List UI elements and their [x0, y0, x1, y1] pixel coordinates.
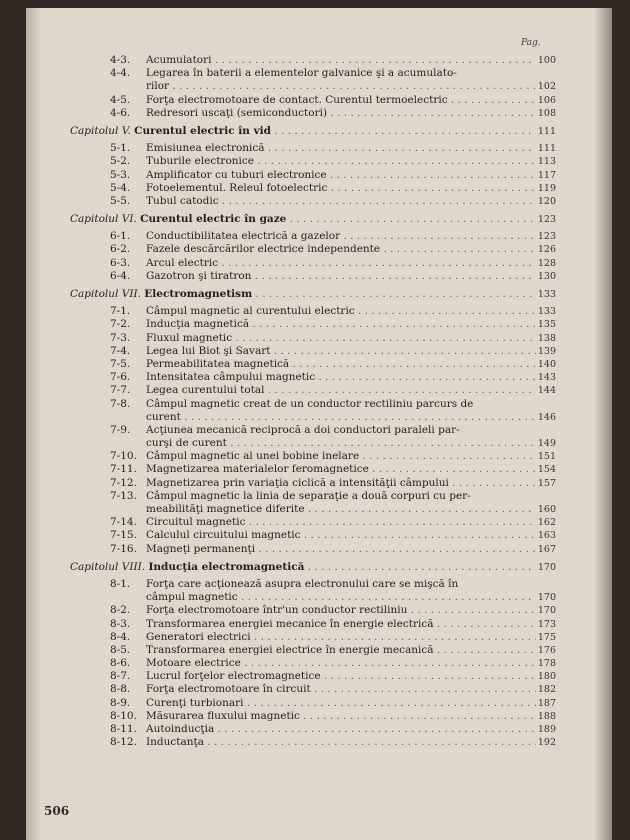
section-number: 4-6.	[110, 106, 131, 119]
section-number: 5-4.	[110, 181, 131, 194]
page-number: 506	[44, 804, 70, 818]
section-number: 8-12.	[110, 736, 137, 749]
section-number: 8-8.	[110, 683, 131, 696]
section-number: 7-6.	[110, 371, 131, 384]
section-number: 5-5.	[110, 194, 131, 207]
toc-entry	[70, 631, 556, 644]
section-number: 8-3.	[110, 617, 131, 630]
section-number: 5-3.	[110, 168, 131, 181]
toc-entry	[70, 243, 556, 256]
section-title: Gazotron şi tiratron . . .	[146, 270, 536, 283]
section-page-number: 123	[537, 214, 556, 226]
section-page-number: 111	[537, 125, 556, 137]
toc-entry-continuation	[70, 437, 556, 450]
section-page-number: 182	[537, 684, 556, 696]
toc-entry	[70, 230, 556, 243]
section-number: 7-2.	[110, 318, 131, 331]
toc-entry	[70, 169, 556, 182]
section-page-number: 106	[537, 94, 556, 106]
section-title: Conductibilitatea electrică a gazelor . . .	[146, 230, 536, 243]
section-page-number: 173	[537, 618, 556, 630]
toc-entry	[70, 257, 556, 270]
section-number: 7-13.	[110, 489, 137, 502]
section-page-number: 120	[537, 195, 556, 207]
section-page-number: 180	[537, 671, 556, 683]
section-number: 5-1.	[110, 142, 131, 155]
section-title: Inductanţa . . .	[146, 736, 536, 749]
section-title: Câmpul magnetic creat de un conductor rectiliniu parcurs de	[146, 397, 474, 410]
page-column-header: Pag.	[521, 38, 541, 48]
section-page-number: 176	[537, 644, 556, 656]
toc-entry	[70, 332, 556, 345]
section-title: meabilităţi magnetice diferite . . .	[146, 503, 536, 516]
section-title: Intensitatea câmpului magnetic . . .	[146, 371, 536, 384]
section-page-number: 151	[537, 451, 556, 463]
section-page-number: 188	[537, 710, 556, 722]
toc-entry	[70, 318, 556, 331]
section-page-number: 108	[537, 107, 556, 119]
toc-entry	[70, 358, 556, 371]
chapter-title: Inducţia electromagnetică	[148, 560, 305, 573]
toc-entry	[70, 736, 556, 749]
section-number: 7-4.	[110, 344, 131, 357]
section-page-number: 170	[537, 605, 556, 617]
section-number: 7-16.	[110, 542, 137, 555]
section-title: Emisiunea electronică . . .	[146, 142, 536, 155]
table-of-contents	[70, 54, 556, 749]
section-number: 4-4.	[110, 67, 131, 80]
section-page-number: 144	[537, 385, 556, 397]
section-title: Transformarea energiei electrice în energie mecanică . . .	[146, 644, 536, 657]
section-title: Lucrul forţelor electromagnetice . . .	[146, 670, 536, 683]
toc-entry	[70, 384, 556, 397]
section-page-number: 117	[537, 169, 556, 181]
section-number: 7-9.	[110, 423, 131, 436]
section-title: Transformarea energiei mecanice în energie electrică . . .	[146, 618, 536, 631]
section-title: Fluxul magnetic . . .	[146, 332, 536, 345]
section-page-number: 154	[537, 464, 556, 476]
toc-entry	[70, 604, 556, 617]
section-page-number: 178	[537, 658, 556, 670]
section-page-number: 140	[537, 358, 556, 370]
section-page-number: 123	[537, 231, 556, 243]
section-number: 6-3.	[110, 256, 131, 269]
toc-entry	[70, 463, 556, 476]
section-title: Generatori electrici . . .	[146, 631, 536, 644]
section-number: 8-5.	[110, 643, 131, 656]
section-number: 8-9.	[110, 696, 131, 709]
section-title: Acţiunea mecanică reciprocă a doi conductori paraleli par-	[146, 423, 460, 436]
chapter-heading	[70, 213, 556, 226]
toc-entry	[70, 182, 556, 195]
section-title: Tubul catodic . . .	[146, 195, 536, 208]
section-page-number: 102	[537, 81, 556, 93]
chapter-heading	[70, 288, 556, 301]
section-page-number: 139	[537, 345, 556, 357]
section-title: Curenţi turbionari . . .	[146, 697, 536, 710]
toc-entry-continuation	[70, 503, 556, 516]
toc-entry	[70, 644, 556, 657]
toc-entry-continuation	[70, 411, 556, 424]
toc-entry	[70, 697, 556, 710]
section-page-number: 170	[537, 561, 556, 573]
section-title: câmpul magnetic . . .	[146, 591, 536, 604]
toc-entry	[70, 142, 556, 155]
section-page-number: 138	[537, 332, 556, 344]
toc-entry	[70, 477, 556, 490]
chapter-label: Capitolul VI.	[70, 213, 137, 226]
section-page-number: 111	[537, 143, 556, 155]
section-title: Magnetizarea materialelor feromagnetice . . .	[146, 463, 536, 476]
toc-entry	[70, 543, 556, 556]
section-title: Câmpul magnetic al unei bobine inelare . . .	[146, 450, 536, 463]
chapter-label: Capitolul VIII.	[70, 560, 146, 573]
section-title: Motoare electrice . . .	[146, 657, 536, 670]
section-page-number: 192	[537, 737, 556, 749]
section-title: Legea lui Biot şi Savart . . .	[146, 345, 536, 358]
section-number: 7-15.	[110, 529, 137, 542]
section-title: Măsurarea fluxului magnetic . . .	[146, 710, 536, 723]
section-title: Forţa electromotoare în circuit . . .	[146, 683, 536, 696]
section-page-number: 170	[537, 592, 556, 604]
chapter-heading	[70, 561, 556, 574]
section-number: 6-4.	[110, 269, 131, 282]
section-number: 8-1.	[110, 577, 131, 590]
section-number: 8-11.	[110, 723, 137, 735]
section-title: curşi de curent . . .	[146, 437, 536, 450]
section-title: curent . . .	[146, 411, 536, 424]
section-page-number: 160	[537, 504, 556, 515]
section-title: Autoinducţia . . .	[146, 723, 536, 736]
section-page-number: 163	[537, 530, 556, 542]
section-page-number: 100	[537, 55, 556, 66]
section-page-number: 133	[537, 306, 556, 318]
section-number: 8-4.	[110, 630, 131, 643]
toc-entry	[70, 516, 556, 529]
toc-entry	[70, 424, 556, 437]
section-number: 7-7.	[110, 384, 131, 397]
toc-entry	[70, 683, 556, 696]
section-title: Câmpul magnetic la linia de separaţie a două corpuri cu per-	[146, 489, 471, 502]
section-title: Permeabilitatea magnetică . . .	[146, 358, 536, 371]
section-title: Magnetizarea prin variaţia ciclică a intensităţii câmpului . . .	[146, 477, 536, 490]
section-number: 7-14.	[110, 516, 137, 529]
section-title: Redresori uscaţi (semiconductori) . . .	[146, 107, 536, 120]
section-page-number: 113	[537, 156, 556, 168]
section-page-number: 133	[537, 289, 556, 300]
section-number: 7-12.	[110, 476, 137, 489]
chapter-title: Curentul electric în gaze	[140, 213, 287, 226]
toc-entry	[70, 305, 556, 318]
section-page-number: 119	[537, 182, 556, 194]
section-title: Acumulatori . . .	[146, 54, 536, 67]
section-title: Circuitul magnetic . . .	[146, 516, 536, 529]
section-number: 7-5.	[110, 357, 131, 370]
toc-entry	[70, 94, 556, 107]
chapter-title: Curentul electric în vid	[134, 124, 272, 137]
section-page-number: 149	[537, 438, 556, 450]
section-number: 8-6.	[110, 657, 131, 670]
section-page-number: 187	[537, 697, 556, 709]
section-page-number: 162	[537, 517, 556, 529]
toc-entry	[70, 155, 556, 168]
section-title: Inducţia magnetică . . .	[146, 318, 536, 331]
toc-entry	[70, 67, 556, 80]
section-title: Fotoelementul. Releul fotoelectric . . .	[146, 182, 536, 195]
section-page-number: 189	[537, 724, 556, 735]
section-page-number: 157	[537, 477, 556, 489]
toc-entry	[70, 371, 556, 384]
chapter-heading	[70, 125, 556, 138]
section-title: Calculul circuitului magnetic . . .	[146, 529, 536, 542]
toc-entry-continuation	[70, 591, 556, 604]
toc-entry	[70, 195, 556, 208]
section-number: 5-2.	[110, 155, 131, 168]
toc-entry	[70, 345, 556, 358]
toc-entry	[70, 710, 556, 723]
section-number: 7-11.	[110, 463, 137, 476]
section-title: Amplificator cu tuburi electronice . . .	[146, 169, 536, 182]
section-title: Arcul electric . . .	[146, 257, 536, 270]
chapter-title: Electromagnetism	[144, 288, 253, 300]
page-edge-shadow	[594, 8, 612, 840]
section-title: Tuburile electronice . . .	[146, 155, 536, 168]
section-number: 7-1.	[110, 305, 131, 318]
section-number: 7-8.	[110, 397, 131, 410]
toc-entry	[70, 54, 556, 67]
section-number: 6-1.	[110, 230, 131, 243]
section-page-number: 143	[537, 372, 556, 384]
toc-entry	[70, 450, 556, 463]
section-number: 7-3.	[110, 331, 131, 344]
toc-entry	[70, 398, 556, 411]
section-title: Câmpul magnetic al curentului electric . . .	[146, 305, 536, 318]
section-title: rilor . . .	[146, 80, 536, 93]
toc-entry	[70, 670, 556, 683]
section-title: Legarea în baterii a elementelor galvanice şi a acumulato-	[146, 67, 457, 80]
section-number: 7-10.	[110, 450, 137, 463]
section-number: 8-7.	[110, 670, 131, 683]
toc-entry	[70, 723, 556, 736]
section-number: 8-2.	[110, 604, 131, 617]
section-number: 4-3.	[110, 54, 131, 66]
section-number: 4-5.	[110, 93, 131, 106]
section-page-number: 130	[537, 270, 556, 282]
section-page-number: 128	[537, 257, 556, 269]
toc-entry	[70, 657, 556, 670]
section-title: Magneţi permanenţi . . .	[146, 543, 536, 556]
page-gutter-shadow	[26, 8, 40, 840]
section-page-number: 135	[537, 319, 556, 331]
toc-entry-continuation	[70, 80, 556, 93]
section-page-number: 146	[537, 411, 556, 423]
chapter-label: Capitolul VII.	[70, 288, 141, 300]
section-title: Forţa care acţionează asupra electronului care se mişcă în	[146, 577, 459, 590]
section-title: Forţa electromotoare într'un conductor rectiliniu . . .	[146, 604, 536, 617]
section-title: Fazele descărcărilor electrice independente . . .	[146, 243, 536, 256]
toc-entry	[70, 270, 556, 283]
section-number: 8-10.	[110, 709, 137, 722]
toc-entry	[70, 578, 556, 591]
section-page-number: 167	[537, 543, 556, 555]
toc-entry	[70, 107, 556, 120]
section-title: Legea curentului total . . .	[146, 384, 536, 397]
section-page-number: 126	[537, 244, 556, 256]
chapter-label: Capitolul V.	[70, 124, 131, 137]
section-number: 6-2.	[110, 243, 131, 256]
toc-entry	[70, 490, 556, 503]
book-page	[26, 8, 612, 840]
section-title: Forţa electromotoare de contact. Curentul termoelectric . . .	[146, 94, 536, 107]
section-page-number: 175	[537, 631, 556, 643]
toc-entry	[70, 529, 556, 542]
toc-entry	[70, 618, 556, 631]
